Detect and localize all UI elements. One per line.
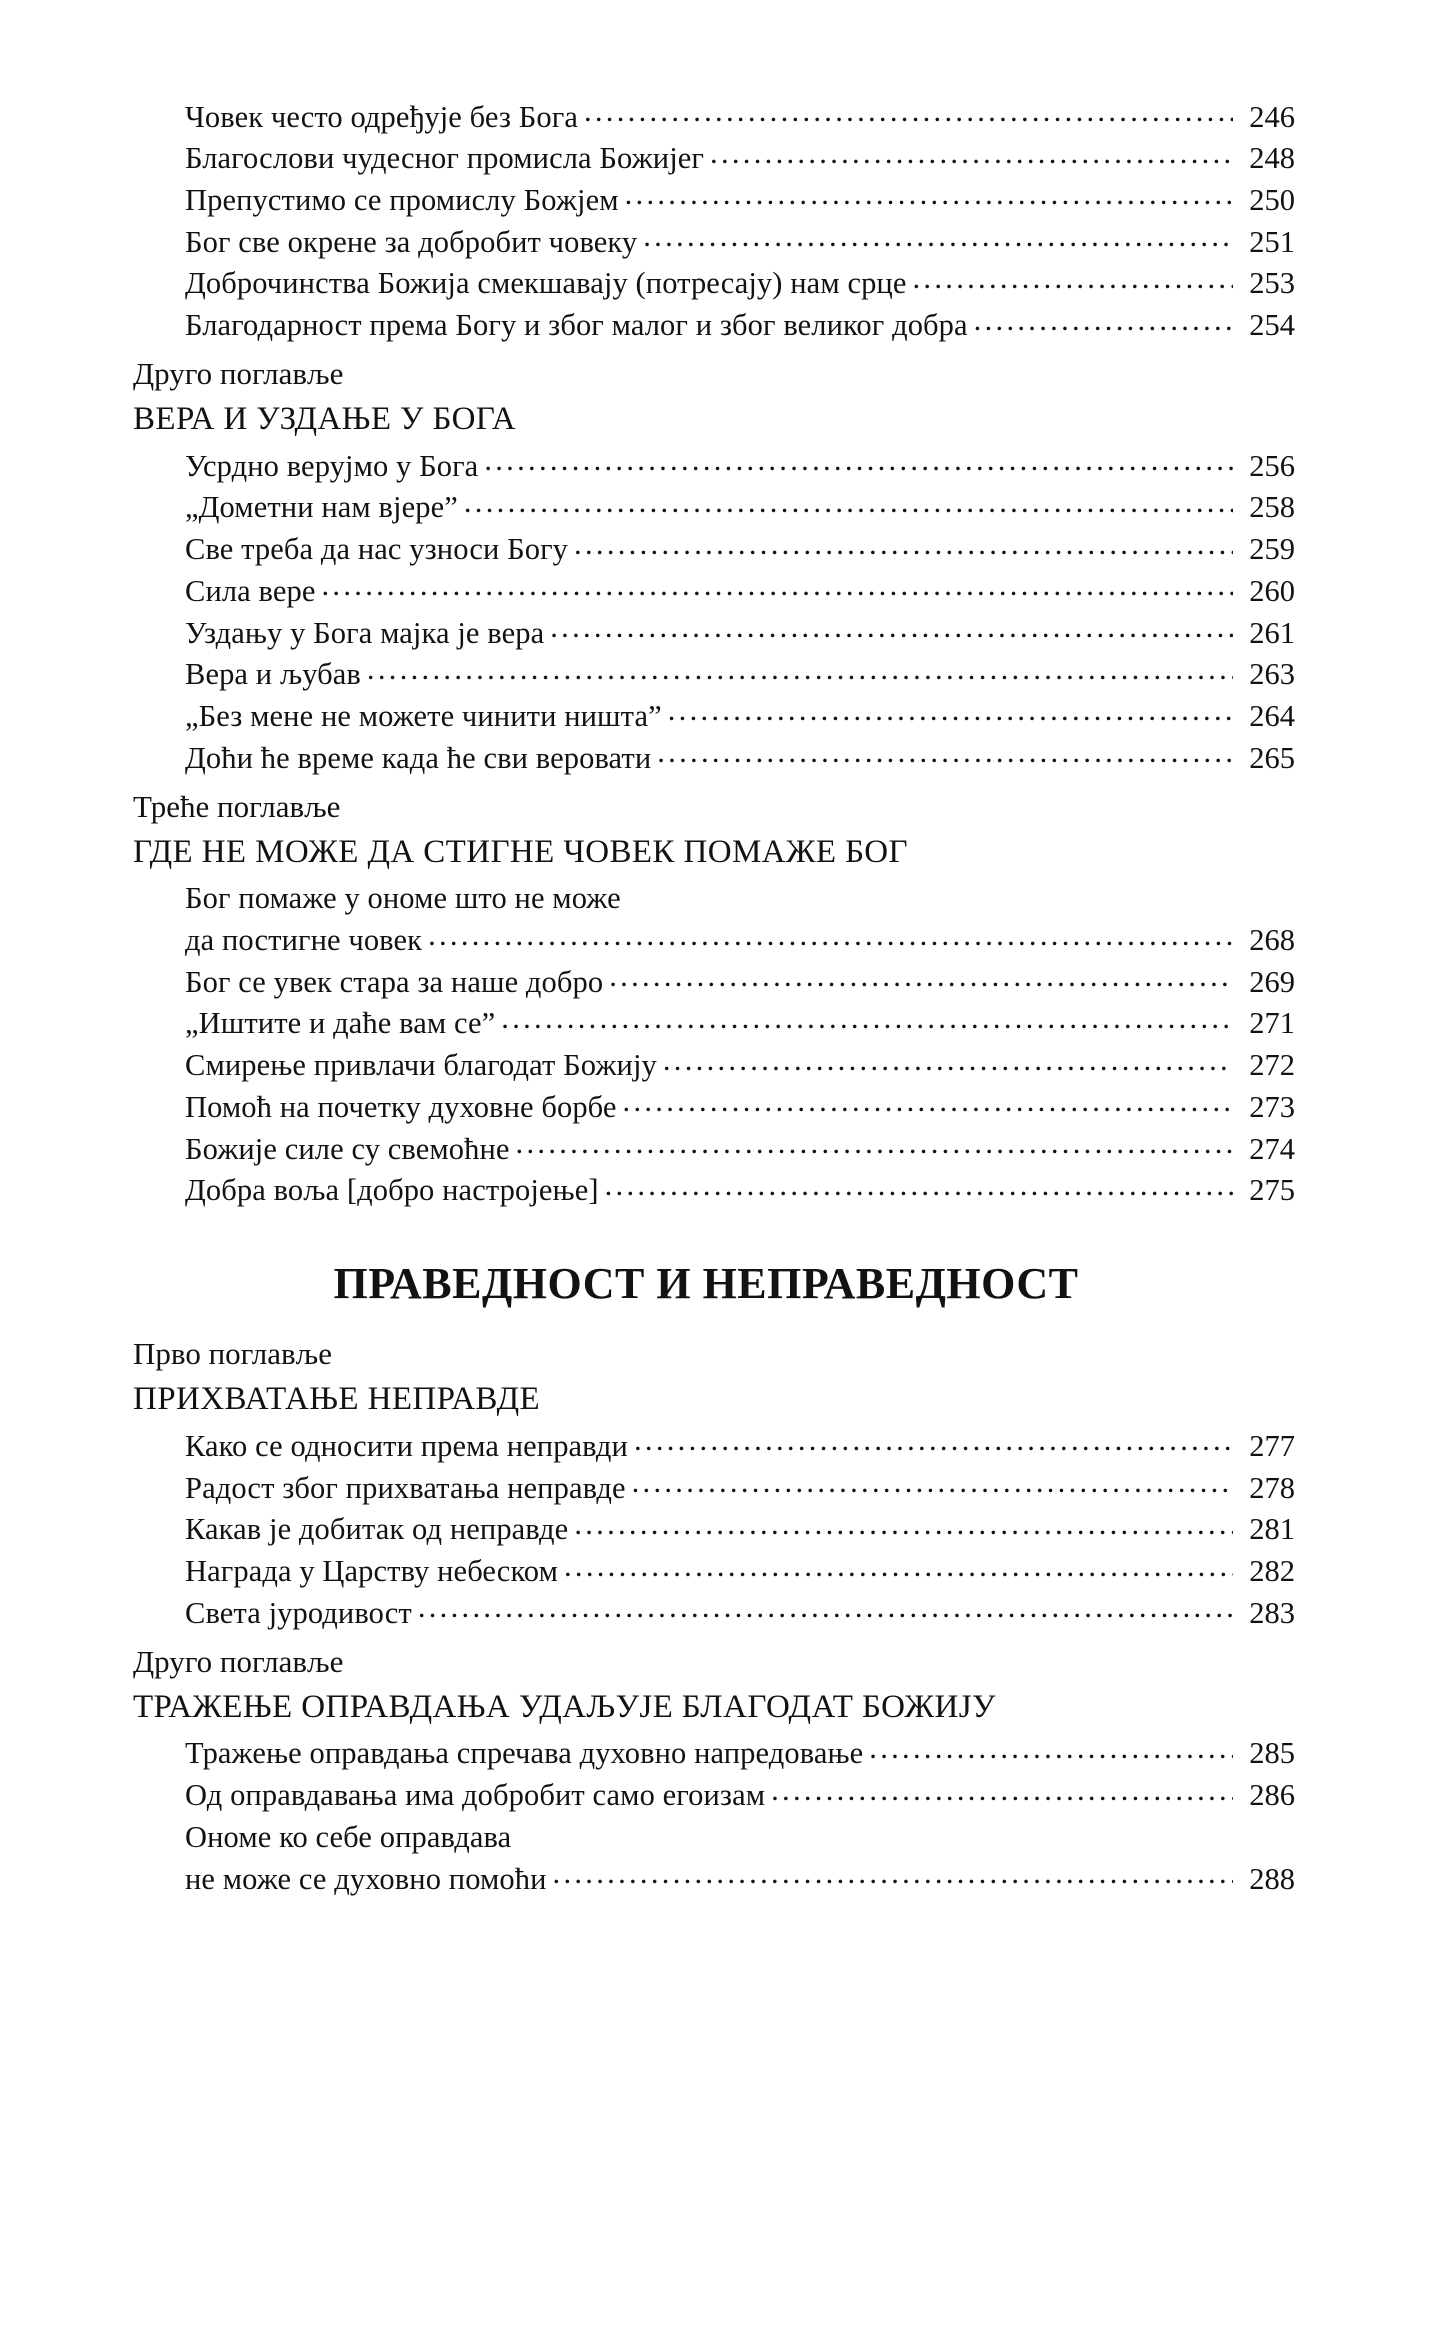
toc-entry-page-number: 264 — [1249, 698, 1295, 733]
dot-leader — [484, 445, 1233, 476]
toc-entry-title: Ономе ко себе оправдава — [185, 1819, 512, 1854]
toc-entry[interactable] — [185, 1003, 1295, 1045]
chapter-label-text: Друго поглавље — [133, 1643, 344, 1679]
toc-entry-title: „Дометни нам вјере” — [185, 490, 458, 525]
toc-entry-page-number: 274 — [1249, 1131, 1295, 1166]
chapter-label — [133, 352, 1295, 396]
dot-leader — [710, 138, 1233, 169]
toc-entry-title: „Без мене не можете чинити ништа” — [185, 698, 662, 733]
toc-entry[interactable] — [185, 1170, 1295, 1212]
toc-entry-page-number: 263 — [1249, 657, 1295, 692]
toc-entry-page-number: 269 — [1249, 964, 1295, 999]
toc-entry-page-number: 256 — [1249, 448, 1295, 483]
toc-entry-title: да постигне човек — [185, 923, 423, 958]
toc-entry-title: Смирење привлачи благодат Божију — [185, 1048, 657, 1083]
dot-leader — [605, 1170, 1233, 1201]
dot-leader — [771, 1775, 1233, 1806]
toc-entry-page-number: 281 — [1249, 1512, 1295, 1547]
toc-entry[interactable] — [185, 878, 1295, 920]
dot-leader — [657, 737, 1233, 768]
toc-entry-title: Добра воља [добро настројење] — [185, 1173, 599, 1208]
chapter-label-text: Друго поглавље — [133, 356, 344, 392]
toc-entry-title: Какав је добитак од неправде — [185, 1512, 569, 1547]
toc-entry-page-number: 278 — [1249, 1470, 1295, 1505]
toc-entry[interactable] — [185, 570, 1295, 612]
dot-leader — [564, 1551, 1233, 1582]
dot-leader — [625, 179, 1233, 210]
toc-entry[interactable] — [185, 1086, 1295, 1128]
toc-entry[interactable] — [185, 1775, 1295, 1817]
chapter-title — [133, 396, 1295, 442]
dot-leader — [632, 1467, 1233, 1498]
toc-entry-page-number: 275 — [1249, 1173, 1295, 1208]
dot-leader — [663, 1045, 1233, 1076]
toc-entry-title: Награда у Царству небеском — [185, 1554, 558, 1589]
dot-leader — [516, 1128, 1233, 1159]
toc-entry-page-number: 250 — [1249, 182, 1295, 217]
toc-entry-page-number: 272 — [1249, 1048, 1295, 1083]
toc-entry[interactable] — [185, 179, 1295, 221]
toc-entry[interactable] — [185, 221, 1295, 263]
dot-leader — [418, 1592, 1233, 1623]
toc-entry[interactable] — [185, 920, 1295, 962]
toc-entry-title: Бог помаже у ономе што не може — [185, 881, 621, 916]
toc-entry-title: Вера и љубав — [185, 657, 361, 692]
toc-entry-page-number: 251 — [1249, 224, 1295, 259]
toc-entry-title: Све треба да нас узноси Богу — [185, 532, 569, 567]
chapter-label — [133, 1332, 1295, 1376]
toc-entry-title: Помоћ на почетку духовне борбе — [185, 1089, 617, 1124]
chapter-label — [133, 785, 1295, 829]
toc-entry[interactable] — [185, 487, 1295, 529]
toc-entry[interactable] — [185, 695, 1295, 737]
chapter-title-text: ПРИХВАТАЊЕ НЕПРАВДЕ — [133, 1381, 541, 1418]
dot-leader — [634, 1425, 1233, 1456]
toc-entry-title: Уздању у Бога мајка је вера — [185, 615, 545, 650]
chapter-title-text: ТРАЖЕЊЕ ОПРАВДАЊА УДАЉУЈЕ БЛАГОДАТ БОЖИЈУ — [133, 1688, 996, 1725]
toc-entry[interactable] — [185, 612, 1295, 654]
dot-leader — [574, 529, 1233, 560]
toc-entry-page-number: 283 — [1249, 1595, 1295, 1630]
toc-entry-page-number: 261 — [1249, 615, 1295, 650]
toc-entry-title: Усрдно верујмо у Бога — [185, 448, 479, 483]
dot-leader — [609, 961, 1233, 992]
toc-entry-title: Како се односити према неправди — [185, 1428, 628, 1463]
toc-entry[interactable] — [185, 737, 1295, 779]
dot-leader — [623, 1086, 1233, 1117]
toc-entry-title: Благослови чудесног промисла Божијег — [185, 141, 705, 176]
dot-leader — [501, 1003, 1233, 1034]
chapter-title-text: ВЕРА И УЗДАЊЕ У БОГА — [133, 401, 516, 438]
toc-entry-title: Радост због прихватања неправде — [185, 1470, 626, 1505]
toc-entry-page-number: 286 — [1249, 1778, 1295, 1813]
dot-leader — [550, 612, 1233, 643]
toc-entry[interactable] — [185, 1509, 1295, 1551]
toc-entry-page-number: 285 — [1249, 1736, 1295, 1771]
toc-entry-page-number: 253 — [1249, 266, 1295, 301]
toc-entry-title: Човек често одређује без Бога — [185, 99, 578, 134]
toc-entry-title: Доброчинства Божија смекшавају (потресају) нам срце — [185, 266, 907, 301]
toc-entry-title: Од оправдавања има добробит само егоизам — [185, 1778, 766, 1813]
chapter-label-text: Прво поглавље — [133, 1336, 332, 1372]
toc-entry-title: Благодарност према Богу и због малог и због великог добра — [185, 308, 968, 343]
toc-entry[interactable] — [185, 1592, 1295, 1634]
toc-entry[interactable] — [185, 1551, 1295, 1593]
toc-entry-title: Тражење оправдања спречава духовно напредовање — [185, 1736, 864, 1771]
toc-entry[interactable] — [185, 529, 1295, 571]
dot-leader — [869, 1733, 1233, 1764]
dot-leader — [643, 221, 1233, 252]
toc-entry-page-number: 288 — [1249, 1861, 1295, 1896]
part-heading-text: ПРАВЕДНОСТ И НЕПРАВЕДНОСТ — [333, 1259, 1079, 1309]
toc-entry-title: Сила вере — [185, 573, 316, 608]
toc-entry-title: Бог све окрене за добробит човеку — [185, 224, 638, 259]
toc-entry-page-number: 248 — [1249, 141, 1295, 176]
toc-entry-title: Бог се увек стара за наше добро — [185, 964, 604, 999]
toc-entry[interactable] — [185, 654, 1295, 696]
toc-entry[interactable] — [185, 1128, 1295, 1170]
toc-body — [133, 96, 1295, 1900]
toc-entry-title: Доћи ће време када ће сви веровати — [185, 740, 652, 775]
dot-leader — [913, 263, 1234, 294]
toc-entry[interactable] — [185, 961, 1295, 1003]
toc-entry-page-number: 282 — [1249, 1554, 1295, 1589]
dot-leader — [553, 1858, 1233, 1889]
toc-entry-page-number: 265 — [1249, 740, 1295, 775]
toc-entry-title: не може се духовно помоћи — [185, 1861, 547, 1896]
chapter-label — [133, 1640, 1295, 1684]
chapter-label-text: Треће поглавље — [133, 788, 341, 824]
toc-entry-title: „Иштите и даће вам се” — [185, 1006, 496, 1041]
toc-entry-page-number: 268 — [1249, 923, 1295, 958]
toc-entry[interactable] — [185, 1816, 1295, 1858]
toc-entry-page-number: 246 — [1249, 99, 1295, 134]
chapter-title — [133, 1684, 1295, 1730]
dot-leader — [584, 96, 1233, 127]
dot-leader — [974, 305, 1233, 336]
toc-entry-page-number: 254 — [1249, 308, 1295, 343]
toc-entry-page-number: 273 — [1249, 1089, 1295, 1124]
toc-entry[interactable] — [185, 1425, 1295, 1467]
toc-entry-page-number: 271 — [1249, 1006, 1295, 1041]
toc-entry[interactable] — [185, 305, 1295, 347]
toc-entry-page-number: 260 — [1249, 573, 1295, 608]
toc-entry[interactable] — [185, 1045, 1295, 1087]
toc-entry-page-number: 259 — [1249, 532, 1295, 567]
toc-entry[interactable] — [185, 96, 1295, 138]
toc-entry[interactable] — [185, 1467, 1295, 1509]
toc-entry-title: Препустимо се промислу Божјем — [185, 182, 619, 217]
toc-entry[interactable] — [185, 1858, 1295, 1900]
toc-entry-title: Божије силе су свемоћне — [185, 1131, 510, 1166]
toc-entry-title: Света јуродивост — [185, 1595, 412, 1630]
chapter-title — [133, 829, 1295, 875]
chapter-title-text: ГДЕ НЕ МОЖЕ ДА СТИГНЕ ЧОВЕК ПОМАЖЕ БОГ — [133, 833, 908, 870]
toc-entry-page-number: 258 — [1249, 490, 1295, 525]
dot-leader — [668, 695, 1233, 726]
toc-entry[interactable] — [185, 445, 1295, 487]
toc-entry[interactable] — [185, 263, 1295, 305]
dot-leader — [574, 1509, 1233, 1540]
toc-entry-page-number: 277 — [1249, 1428, 1295, 1463]
dot-leader — [464, 487, 1233, 518]
dot-leader — [367, 654, 1233, 685]
chapter-title — [133, 1376, 1295, 1422]
toc-entry[interactable] — [185, 1733, 1295, 1775]
part-heading — [133, 1258, 1295, 1310]
dot-leader — [322, 570, 1234, 601]
dot-leader — [428, 920, 1233, 951]
toc-entry[interactable] — [185, 138, 1295, 180]
